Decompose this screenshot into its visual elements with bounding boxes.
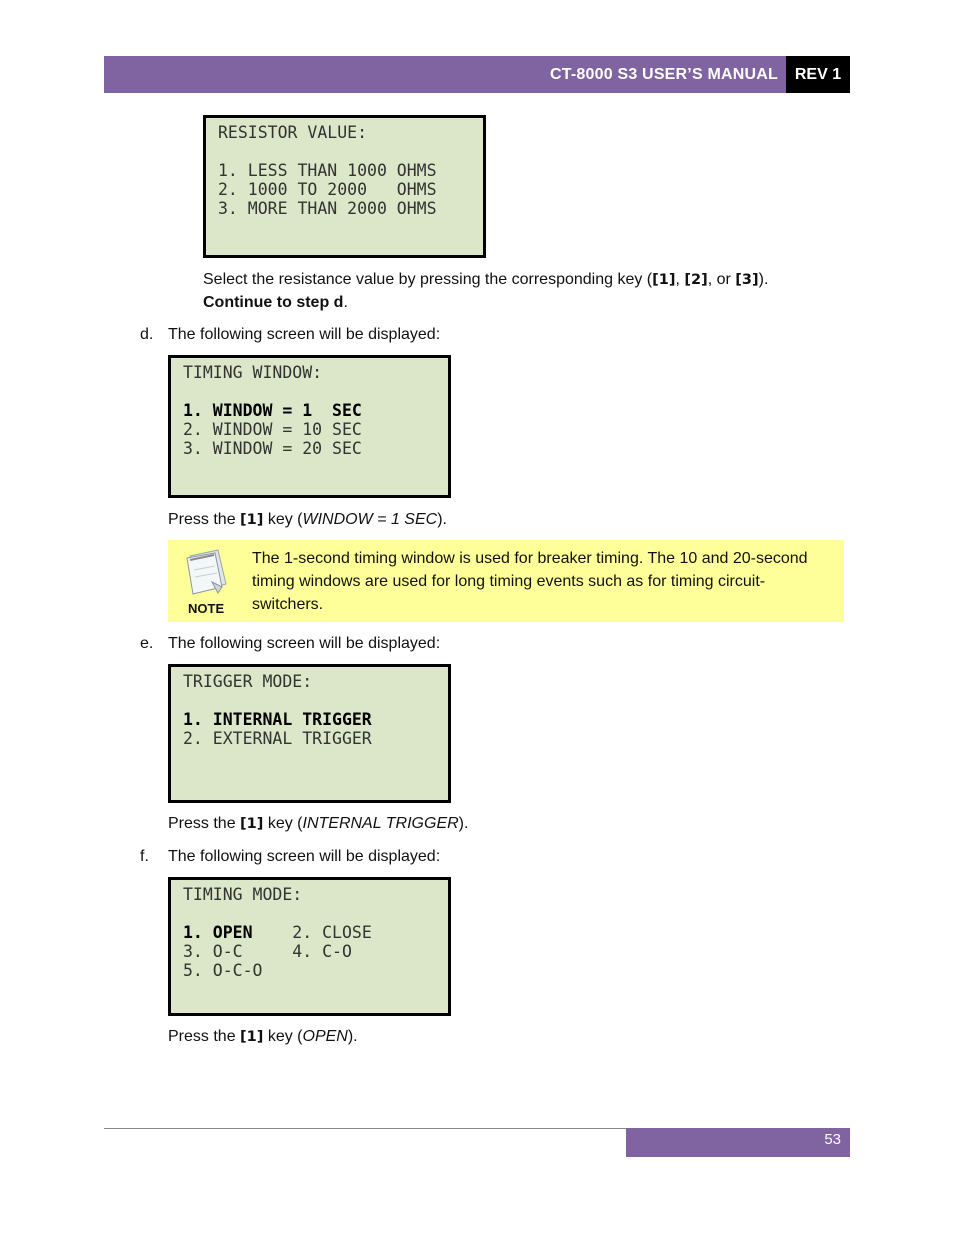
lcd-option-open-selected: 1. OPEN: [183, 923, 253, 942]
step-letter-d: d.: [140, 326, 154, 343]
press-window-instruction: Press the [1] key (WINDOW = 1 SEC).: [168, 511, 447, 528]
header-bar: [104, 56, 850, 93]
note-text: The 1-second timing window is used for breaker timing. The 10 and 20-second timing windows are used for long timing events such as for timing circuit-switchers.: [252, 550, 808, 613]
page-number: 53: [626, 1128, 850, 1157]
manual-title: CT-8000 S3 USER’S MANUAL: [550, 66, 778, 83]
press-trigger-instruction: Press the [1] key (INTERNAL TRIGGER).: [168, 815, 469, 832]
lcd-line: TRIGGER MODE:: [183, 672, 313, 691]
step-d-text: The following screen will be displayed:: [168, 326, 441, 343]
key-1: [1]: [240, 512, 264, 528]
step-letter-e: e.: [140, 635, 154, 652]
key-1: [1]: [652, 272, 676, 288]
lcd-line: [183, 691, 448, 710]
revision-badge: REV 1: [786, 56, 850, 93]
key-1: [1]: [240, 1029, 264, 1045]
lcd-screen-timing-mode: [168, 877, 451, 1016]
step-e-text: The following screen will be displayed:: [168, 635, 441, 652]
step-f-text: The following screen will be displayed:: [168, 848, 441, 865]
lcd-line: 1. LESS THAN 1000 OHMS: [218, 161, 437, 180]
lcd-line: [183, 904, 448, 923]
lcd-line: TIMING MODE:: [183, 885, 303, 904]
select-resistance-instruction: Select the resistance value by pressing the corresponding key ([1], [2], or [3]).: [203, 271, 769, 288]
key-2: [2]: [684, 272, 708, 288]
notepad-icon: [182, 544, 234, 596]
lcd-line: 5. O-C-O: [183, 961, 263, 980]
lcd-line: [183, 382, 448, 401]
step-letter-f: f.: [140, 848, 149, 865]
lcd-line: 2. EXTERNAL TRIGGER: [183, 729, 372, 748]
lcd-screen-timing-window: [168, 355, 451, 498]
continue-instruction: Continue to step d.: [203, 294, 348, 311]
key-3: [3]: [735, 272, 759, 288]
lcd-line-selected: 1. WINDOW = 1 SEC: [183, 401, 362, 420]
lcd-line: 3. WINDOW = 20 SEC: [183, 439, 362, 458]
lcd-line: 2. WINDOW = 10 SEC: [183, 420, 362, 439]
note-box: [168, 540, 844, 622]
lcd-line: [218, 142, 483, 161]
lcd-line: 3. O-C 4. C-O: [183, 942, 352, 961]
press-open-instruction: Press the [1] key (OPEN).: [168, 1028, 358, 1045]
key-1: [1]: [240, 816, 264, 832]
lcd-line-options: [183, 923, 448, 942]
lcd-option-rest: 2. CLOSE: [252, 923, 372, 942]
lcd-line-selected: 1. INTERNAL TRIGGER: [183, 710, 372, 729]
lcd-screen-resistor-value: [203, 115, 486, 258]
lcd-screen-trigger-mode: [168, 664, 451, 803]
lcd-line: TIMING WINDOW:: [183, 363, 323, 382]
lcd-line: RESISTOR VALUE:: [218, 123, 368, 142]
note-label: NOTE: [188, 601, 225, 616]
lcd-line: 3. MORE THAN 2000 OHMS: [218, 199, 437, 218]
lcd-line: 2. 1000 TO 2000 OHMS: [218, 180, 437, 199]
